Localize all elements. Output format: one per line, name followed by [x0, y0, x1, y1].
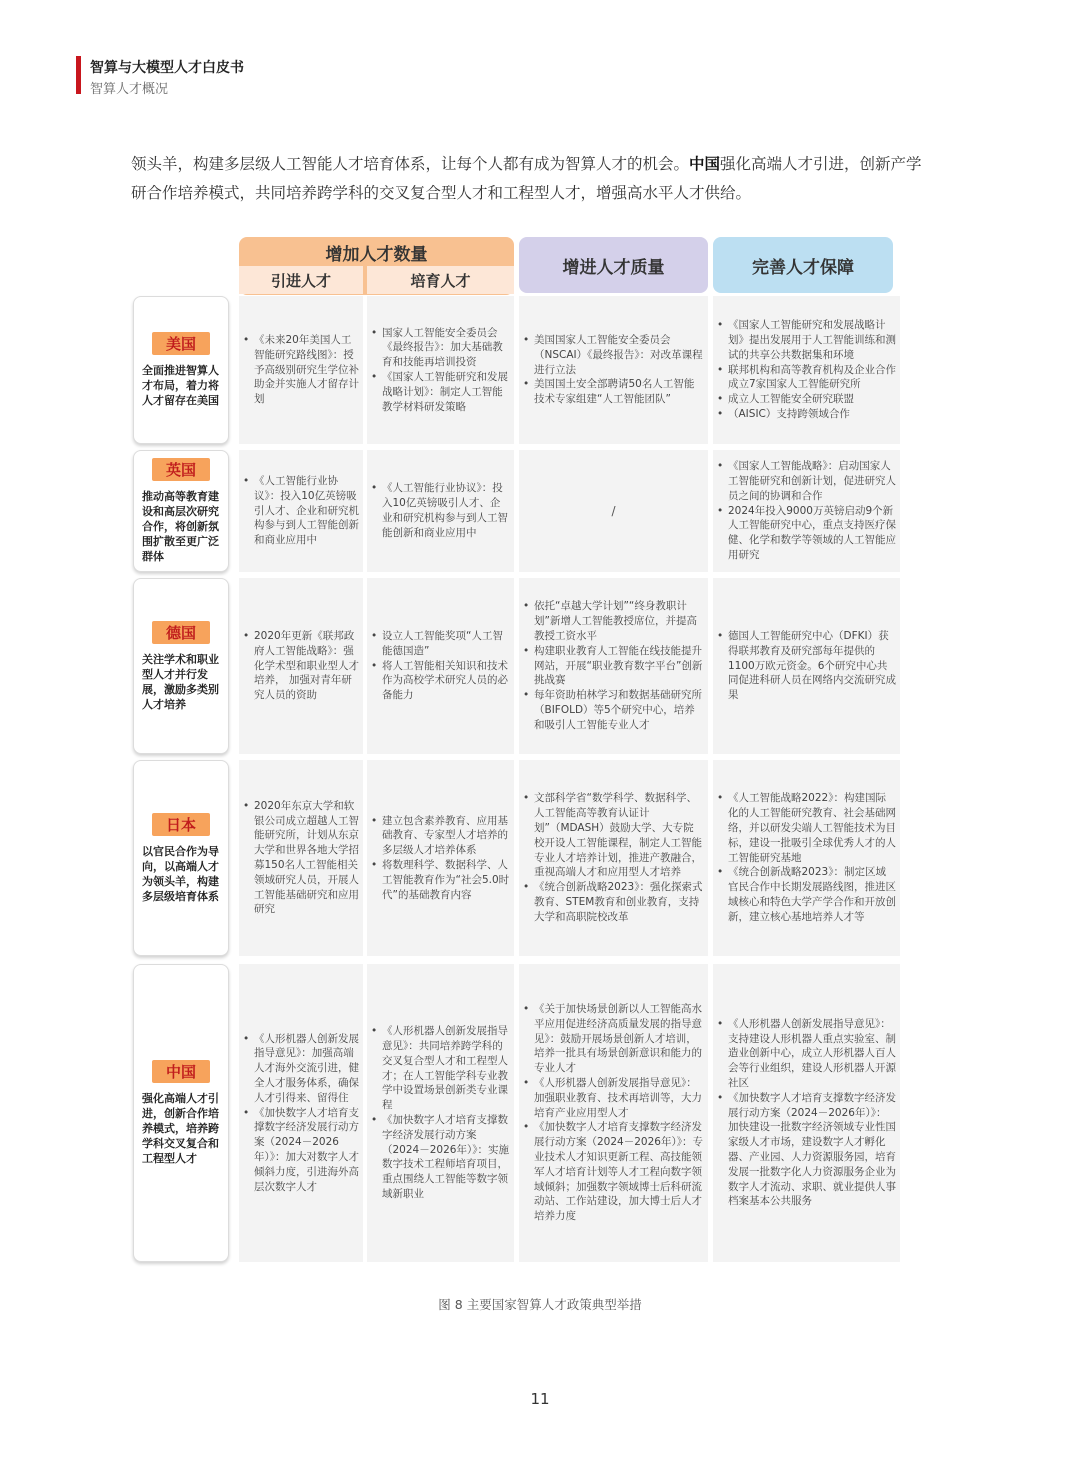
usa-cultivate-cell	[367, 296, 514, 444]
germany-guarantee-cell	[713, 578, 900, 754]
figure-caption: 图 8 主要国家智算人才政策典型举措	[438, 1297, 642, 1312]
empty-marker: /	[611, 504, 616, 518]
japan-introduce-cell	[239, 760, 363, 956]
header-introduce-talent: 引进人才	[239, 266, 363, 294]
country-strategy: 强化高端人才引进，创新合作培养模式，培养跨学科交叉复合和工程型人才	[142, 1092, 219, 1165]
policy-item: • 德国人工智能研究中心（DFKI）获得联邦教育及研究部每年提供的1100万欧元资金。6个研究中心共同促进科研人员在网络内交流研究成果	[717, 629, 896, 703]
header-cultivate-talent: 培育人才	[367, 266, 514, 294]
usa-introduce-cell	[239, 296, 363, 444]
policy-item: • 国家人工智能安全委员会《最终报告》：加大基础教育和技能再培训投资	[371, 326, 510, 370]
germany-quality-cell	[519, 578, 708, 754]
country-china	[133, 964, 229, 1262]
country-name: 日本	[152, 813, 210, 836]
country-strategy: 关注学术和职业型人才并行发展，激励多类别人才培养	[142, 652, 219, 711]
policy-item: • 《国家人工智能研究和发展战略计划》：制定人工智能教学材料研发策略	[371, 370, 510, 414]
policy-item: • 建立包含素养教育、应用基础教育、专家型人才培养的多层级人才培养体系	[371, 814, 510, 858]
china-cultivate-cell	[367, 964, 514, 1262]
policy-item: • 《统合创新战略2023》：制定区域官民合作中长期发展路线图，推进区域核心和特色大学产学合作和开放创新，建立核心基地培养人才等	[717, 865, 896, 924]
header-accent-bar	[76, 56, 81, 94]
header-improve-guarantee: 完善人才保障	[713, 237, 893, 293]
policy-item: • 联邦机构和高等教育机构及企业合作成立7家国家人工智能研究所	[717, 363, 896, 393]
country-name: 英国	[152, 458, 210, 481]
policy-item: • 《人形机器人创新发展指导意见》：加强高端人才海外交流引进，健全人才服务体系，确保人才引得来、留得住	[243, 1032, 359, 1106]
country-name: 中国	[152, 1060, 210, 1083]
country-strategy: 全面推进智算人才布局，着力将人才留存在美国	[142, 364, 219, 407]
policy-item: • 《未来20年美国人工智能研究路线图》：授予高级别研究生学位补助金并实施人才留存计划	[243, 333, 359, 407]
policy-item: • 每年资助柏林学习和数据基础研究所（BIFOLD）等5个研究中心，培养和吸引人工智能专业人才	[523, 688, 704, 732]
china-guarantee-cell	[713, 964, 900, 1262]
intro-paragraph: 领头羊，构建多层级人工智能人才培育体系，让每个人都有成为智算人才的机会。中国强化高端人才引进，创新产学研合作培养模式，共同培养跨学科的交叉复合型人才和工程型人才，增强高水平人才供给。	[131, 155, 922, 202]
usa-guarantee-cell	[713, 296, 900, 444]
country-name: 美国	[152, 332, 210, 355]
uk-introduce-cell	[239, 450, 363, 572]
policy-item: • 美国国家人工智能安全委员会（NSCAI）《最终报告》：对改革课程进行立法	[523, 333, 704, 377]
policy-item: • 《人形机器人创新发展指导意见》：加强职业教育、技术再培训等，大力培育产业应用型人才	[523, 1076, 704, 1120]
policy-item: • 《国家人工智能战略》：启动国家人工智能研究和创新计划，促进研究人员之间的协调和合作	[717, 459, 896, 503]
header-increase-quantity: 增加人才数量	[239, 237, 514, 295]
policy-item: • 《人工智能战略2022》：构建国际化的人工智能研究教育、社会基础网络，并以研发尖端人工智能技术为目标，建设一批吸引全球优秀人才的人工智能研究基地	[717, 791, 896, 865]
page-number: 11	[530, 1390, 550, 1408]
germany-cultivate-cell	[367, 578, 514, 754]
policy-item: • 《加快数字人才培育支撑数字经济发展行动方案（2024－2026年）》：加大对数字人才倾斜力度，引进海外高层次数字人才	[243, 1106, 359, 1195]
policy-item: • 文部科学省“数学科学、数据科学、人工智能高等教育认证计划”（MDASH）鼓励大学、大专院校开设人工智能课程，制定人工智能专业人才培养计划，推进产教融合，重视高端人才和应用型人才培养	[523, 791, 704, 880]
section-title: 智算人才概况	[90, 82, 169, 97]
document-title: 智算与大模型人才白皮书	[90, 60, 244, 76]
policy-item: • 设立人工智能奖项“人工智能德国造”	[371, 629, 510, 659]
policy-item: • 依托“卓越大学计划”“终身教职计划”新增人工智能教授席位，并提高教授工资水平	[523, 599, 704, 643]
policy-item: • 《加快数字人才培育支撑数字经济发展行动方案（2024－2026年）》：加快建设一批数字经济领域专业性国家级人才市场，建设数字人才孵化器、产业园、人力资源服务园，培育发展一批数字化人力资源服务企业为数字人才流动、求职、就业提供人事档案基本公共服务	[717, 1091, 896, 1209]
japan-cultivate-cell	[367, 760, 514, 956]
country-germany	[133, 578, 229, 754]
country-uk	[133, 450, 229, 572]
intro-emphasis: 中国	[689, 155, 721, 173]
policy-item: • 《人形机器人创新发展指导意见》：支持建设人形机器人重点实验室、制造业创新中心，成立人形机器人百人会等行业组织，建设人形机器人开源社区	[717, 1017, 896, 1091]
policy-item: • 《加快数字人才培育支撑数字经济发展行动方案（2024－2026年）》：实施数字技术工程师培育项目，重点围绕人工智能等数字领域新职业	[371, 1113, 510, 1202]
policy-item: • 将人工智能相关知识和技术作为高校学术研究人员的必备能力	[371, 659, 510, 703]
uk-guarantee-cell	[713, 450, 900, 572]
china-quality-cell	[519, 964, 708, 1262]
uk-cultivate-cell	[367, 450, 514, 572]
japan-quality-cell	[519, 760, 708, 956]
country-japan	[133, 760, 229, 956]
country-name: 德国	[152, 621, 210, 644]
policy-item: • 2020年东京大学和软银公司成立超越人工智能研究所，计划从东京大学和世界各地大学招募150名人工智能相关领域研究人员，开展人工智能基础研究和应用研究	[243, 799, 359, 917]
policy-item: • 构建职业教育人工智能在线技能提升网站，开展“职业教育数字平台”创新挑战赛	[523, 644, 704, 688]
usa-quality-cell	[519, 296, 708, 444]
china-introduce-cell	[239, 964, 363, 1262]
policy-item: • （AISIC）支持跨领域合作	[717, 407, 896, 422]
header-improve-quality: 增进人才质量	[519, 237, 708, 293]
policy-item: • 《统合创新战略2023》：强化探索式教育、STEM教育和创业教育，支持大学和高职院校改革	[523, 880, 704, 924]
germany-introduce-cell	[239, 578, 363, 754]
policy-item: • 《人形机器人创新发展指导意见》：共同培养跨学科的交叉复合型人才和工程型人才；在人工智能学科专业教学中设置场景创新类专业课程	[371, 1024, 510, 1113]
country-strategy: 推动高等教育建设和高层次研究合作，将创新氛围扩散至更广泛群体	[142, 490, 219, 563]
policy-item: • 《国家人工智能研究和发展战略计划》提出发展用于人工智能训练和测试的共享公共数据集和环境	[717, 318, 896, 362]
policy-item: • 成立人工智能安全研究联盟	[717, 392, 896, 407]
japan-guarantee-cell	[713, 760, 900, 956]
policy-item: • 《人工智能行业协议》：投入10亿英镑吸引人才、企业和研究机构参与到人工智能创新和商业应用中	[371, 481, 510, 540]
policy-item: • 2024年投入9000万英镑启动9个新人工智能研究中心，重点支持医疗保健、化学和数学等领域的人工智能应用研究	[717, 504, 896, 563]
policy-item: • 2020年更新《联邦政府人工智能战略》：强化学术型和职业型人才培养， 加强对青年研究人员的资助	[243, 629, 359, 703]
policy-item: • 《人工智能行业协议》：投入10亿英镑吸引人才、企业和研究机构参与到人工智能创新和商业应用中	[243, 474, 359, 548]
uk-quality-cell	[519, 450, 708, 572]
country-usa	[133, 296, 229, 444]
policy-item: • 《关于加快场景创新以人工智能高水平应用促进经济高质量发展的指导意见》：鼓励开展场景创新人才培训，培养一批具有场景创新意识和能力的专业人才	[523, 1002, 704, 1076]
policy-item: • 将数理科学、数据科学、人工智能教育作为“社会5.0时代”的基础教育内容	[371, 858, 510, 902]
policy-item: • 《加快数字人才培育支撑数字经济发展行动方案（2024－2026年）》：专业技术人才知识更新工程、高技能领军人才培育计划等人才工程向数字领域倾斜；加强数字领域博士后科研流动站、工作站建设，加大博士后人才培养力度	[523, 1120, 704, 1224]
country-strategy: 以官民合作为导向，以高端人才为领头羊，构建多层级培育体系	[142, 844, 219, 903]
policy-item: • 美国国土安全部聘请50名人工智能技术专家组建“人工智能团队”	[523, 377, 704, 407]
